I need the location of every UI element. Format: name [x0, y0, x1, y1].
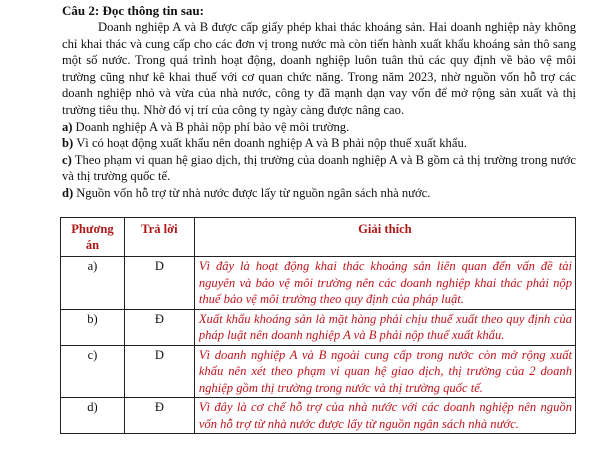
header-explanation: Giải thích	[194, 218, 575, 257]
statement-a	[62, 119, 576, 136]
statement-label: d)	[62, 185, 74, 200]
statement-text: Theo phạm vi quan hệ giao dịch, thị trường của doanh nghiệp A và B gồm cả thị trường trong nước và thị trường quốc tế.	[62, 152, 576, 184]
explanation-cell: Vì đây là cơ chế hỗ trợ của nhà nước với các doanh nghiệp nên nguồn vốn hỗ trợ từ nhà nước được lấy từ nguồn ngân sách nhà nước.	[194, 398, 575, 434]
statement-text: Nguồn vốn hỗ trợ từ nhà nước được lấy từ nguồn ngân sách nhà nước.	[76, 185, 431, 200]
statement-label: b)	[62, 136, 74, 151]
table-header-row	[61, 218, 576, 257]
explanation-cell: Vì đây là hoạt động khai thác khoáng sản liên quan đến vấn đề tài nguyên và bảo vệ môi trường nên các doanh nghiệp khai thác phải nộp thuế bảo vệ môi trường theo quy định của pháp luật.	[194, 257, 575, 310]
option-cell: b)	[61, 309, 125, 345]
statement-c	[62, 152, 576, 185]
option-cell: d)	[61, 398, 125, 434]
statement-b	[62, 135, 576, 152]
passage-block	[62, 19, 576, 202]
answer-cell: Đ	[124, 309, 194, 345]
passage-text: Doanh nghiệp A và B được cấp giấy phép khai thác khoáng sản. Hai doanh nghiệp này không chỉ khai thác và cung cấp cho các đơn vị trong nước mà còn tiến hành xuất khẩu khoáng sản thô sang một số nước. Trong quá trình hoạt động, doanh nghiệp luôn tuân thủ các quy định về bảo vệ môi trường cũng như kê khai thuế với cơ quan chức năng. Trong năm 2023, nhờ nguồn vốn hỗ trợ các doanh nghiệp nhỏ và vừa của nhà nước, công ty đã mạnh dạn vay vốn để mở rộng sản xuất và thị trường tiêu thụ. Nhờ đó vị trí của công ty ngày càng được nâng cao.	[62, 20, 576, 117]
answer-cell: Đ	[124, 398, 194, 434]
table-row	[61, 257, 576, 310]
statement-text: Vì có hoạt động xuất khẩu nên doanh nghiệp A và B phải nộp thuế xuất khẩu.	[76, 136, 467, 151]
table-row	[61, 398, 576, 434]
header-option: Phương án	[61, 218, 125, 257]
table-row	[61, 309, 576, 345]
statement-d	[62, 185, 576, 202]
table-row	[61, 345, 576, 398]
statement-label: c)	[62, 152, 72, 167]
answer-cell: D	[124, 257, 194, 310]
answer-cell: D	[124, 345, 194, 398]
option-cell: c)	[61, 345, 125, 398]
header-answer: Trả lời	[124, 218, 194, 257]
option-cell: a)	[61, 257, 125, 310]
question-heading: Câu 2: Đọc thông tin sau:	[62, 3, 204, 18]
statement-text: Doanh nghiệp A và B phải nộp phí bảo vệ môi trường.	[75, 119, 350, 134]
explanation-cell: Xuất khẩu khoáng sản là mặt hàng phải chịu thuế xuất theo quy định của pháp luật nên doanh nghiệp A và B phải nộp thuế xuất khẩu.	[194, 309, 575, 345]
explanation-cell: Vì doanh nghiệp A và B ngoài cung cấp trong nước còn mở rộng xuất khẩu nên xét theo phạm vi quan hệ giao dịch, thị trường của 2 doanh nghiệp gồm thị trường trong nước và thị trường quốc tế.	[194, 345, 575, 398]
answer-table	[60, 217, 576, 434]
statement-label: a)	[62, 119, 73, 134]
